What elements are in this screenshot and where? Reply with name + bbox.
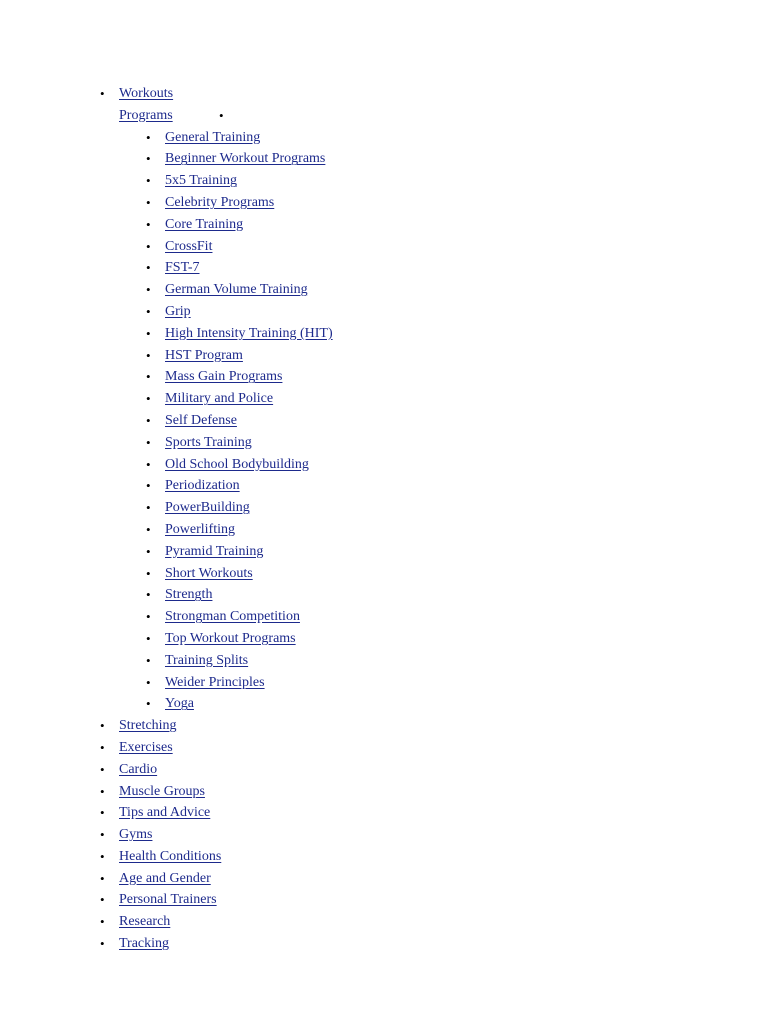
sub-item-sports-training (0, 432, 768, 454)
sub-link-grip[interactable]: Grip (165, 303, 191, 319)
nav-item-tracking (0, 933, 768, 955)
bullet-icon: • (100, 936, 105, 952)
nav-item-age-and-gender (0, 868, 768, 890)
sub-item-fst-7 (0, 257, 768, 279)
bullet-icon: • (146, 129, 151, 145)
bullet-icon: • (100, 805, 105, 821)
bullet-icon: • (100, 848, 105, 864)
sub-link-top-workout-programs[interactable]: Top Workout Programs (165, 630, 296, 646)
sub-link-strength[interactable]: Strength (165, 587, 213, 603)
bullet-icon: • (146, 478, 151, 494)
sub-link-beginner-workout-programs[interactable]: Beginner Workout Programs (165, 151, 326, 167)
nav-link-tips-and-advice[interactable]: Tips and Advice (119, 805, 211, 821)
nav-link-programs[interactable]: Programs (119, 107, 173, 123)
bullet-icon: • (146, 347, 151, 363)
bullet-icon: • (146, 238, 151, 254)
sub-item-yoga (0, 693, 768, 715)
sub-item-powerbuilding (0, 497, 768, 519)
nav-link-cardio[interactable]: Cardio (119, 761, 158, 777)
sub-item-short-workouts (0, 563, 768, 585)
sub-link-yoga[interactable]: Yoga (165, 696, 194, 712)
sub-item-5x5-training (0, 170, 768, 192)
sub-item-beginner-workout-programs (0, 148, 768, 170)
bullet-icon: • (146, 565, 151, 581)
bullet-icon: • (146, 173, 151, 189)
bullet-icon: • (100, 86, 105, 101)
sub-link-sports-training[interactable]: Sports Training (165, 434, 252, 450)
sub-link-celebrity-programs[interactable]: Celebrity Programs (165, 194, 275, 210)
sub-link-pyramid-training[interactable]: Pyramid Training (165, 543, 264, 559)
sub-link-powerbuilding[interactable]: PowerBuilding (165, 500, 250, 516)
bullet-icon: • (146, 194, 151, 210)
nav-link-research[interactable]: Research (119, 914, 171, 930)
sub-item-military-and-police (0, 388, 768, 410)
nav-link-muscle-groups[interactable]: Muscle Groups (119, 783, 205, 799)
sub-link-short-workouts[interactable]: Short Workouts (165, 565, 253, 581)
bullet-icon: • (146, 434, 151, 450)
sub-item-pyramid-training (0, 541, 768, 563)
sub-item-strongman-competition (0, 606, 768, 628)
bullet-icon: • (146, 151, 151, 167)
sub-link-5x5-training[interactable]: 5x5 Training (165, 173, 237, 189)
bullet-icon: • (146, 696, 151, 712)
sub-item-powerlifting (0, 519, 768, 541)
sub-link-mass-gain-programs[interactable]: Mass Gain Programs (165, 369, 283, 385)
bullet-icon: • (146, 652, 151, 668)
nav-item-research (0, 911, 768, 933)
nav-item-stretching (0, 715, 768, 737)
bullet-icon: • (100, 739, 105, 755)
bullet-icon: • (146, 521, 151, 537)
bullet-icon: • (100, 783, 105, 799)
sub-item-grip (0, 301, 768, 323)
sub-link-military-and-police[interactable]: Military and Police (165, 391, 274, 407)
nav-link-exercises[interactable]: Exercises (119, 739, 173, 755)
sub-item-german-volume-training (0, 279, 768, 301)
sub-link-high-intensity-training[interactable]: High Intensity Training (HIT) (165, 325, 333, 341)
nav-item-personal-trainers (0, 889, 768, 911)
sub-link-crossfit[interactable]: CrossFit (165, 238, 213, 254)
nav-item-muscle-groups (0, 781, 768, 803)
sub-item-high-intensity-training (0, 323, 768, 345)
sub-item-general-training (0, 127, 768, 149)
sub-link-periodization[interactable]: Periodization (165, 478, 240, 494)
bullet-icon: • (146, 500, 151, 516)
bullet-icon: • (100, 718, 105, 734)
sub-item-mass-gain-programs (0, 366, 768, 388)
sub-item-crossfit (0, 236, 768, 258)
sub-item-hst-program (0, 345, 768, 367)
bullet-icon: • (146, 587, 151, 603)
bullet-icon: • (146, 325, 151, 341)
sub-item-top-workout-programs (0, 628, 768, 650)
sub-link-training-splits[interactable]: Training Splits (165, 652, 249, 668)
nav-item-workouts (0, 83, 768, 105)
sub-link-german-volume-training[interactable]: German Volume Training (165, 282, 308, 298)
sub-link-general-training[interactable]: General Training (165, 129, 261, 145)
bullet-icon: • (100, 761, 105, 777)
sub-item-old-school-bodybuilding (0, 454, 768, 476)
bullet-icon: • (100, 870, 105, 886)
sub-link-old-school-bodybuilding[interactable]: Old School Bodybuilding (165, 456, 309, 472)
nav-item-programs (0, 105, 768, 715)
sub-link-self-defense[interactable]: Self Defense (165, 412, 237, 428)
nav-link-gyms[interactable]: Gyms (119, 827, 153, 843)
sub-item-training-splits (0, 650, 768, 672)
bullet-icon: • (219, 107, 224, 123)
bullet-icon: • (146, 609, 151, 625)
nav-link-age-and-gender[interactable]: Age and Gender (119, 870, 211, 886)
nav-link-stretching[interactable]: Stretching (119, 718, 177, 734)
nav-item-exercises (0, 737, 768, 759)
bullet-icon: • (146, 543, 151, 559)
sub-link-weider-principles[interactable]: Weider Principles (165, 674, 265, 690)
nav-list (0, 83, 768, 955)
nav-item-gyms (0, 824, 768, 846)
sub-link-core-training[interactable]: Core Training (165, 216, 244, 232)
sub-item-celebrity-programs (0, 192, 768, 214)
sub-item-periodization (0, 475, 768, 497)
sub-link-hst-program[interactable]: HST Program (165, 347, 243, 363)
bullet-icon: • (146, 303, 151, 319)
nav-item-tips-and-advice (0, 802, 768, 824)
nav-link-personal-trainers[interactable]: Personal Trainers (119, 892, 217, 908)
bullet-icon: • (146, 674, 151, 690)
sub-link-powerlifting[interactable]: Powerlifting (165, 521, 235, 537)
bullet-icon: • (100, 914, 105, 930)
nav-link-tracking[interactable]: Tracking (119, 936, 170, 952)
programs-sub-list (119, 127, 768, 716)
nav-item-cardio (0, 759, 768, 781)
bullet-icon: • (146, 216, 151, 232)
sub-item-weider-principles (0, 672, 768, 694)
bullet-icon: • (146, 391, 151, 407)
bullet-icon: • (146, 456, 151, 472)
nav-link-workouts[interactable]: Workouts (119, 86, 174, 101)
sub-item-strength (0, 584, 768, 606)
bullet-icon: • (146, 412, 151, 428)
nav-link-health-conditions[interactable]: Health Conditions (119, 848, 222, 864)
nav-item-health-conditions (0, 846, 768, 868)
bullet-icon: • (146, 260, 151, 276)
bullet-icon: • (146, 369, 151, 385)
bullet-icon: • (100, 827, 105, 843)
sub-item-core-training (0, 214, 768, 236)
sub-item-self-defense (0, 410, 768, 432)
sub-link-fst-7[interactable]: FST-7 (165, 260, 200, 276)
bullet-icon: • (146, 630, 151, 646)
bullet-icon: • (100, 892, 105, 908)
sub-link-strongman-competition[interactable]: Strongman Competition (165, 609, 300, 625)
bullet-icon: • (146, 282, 151, 298)
